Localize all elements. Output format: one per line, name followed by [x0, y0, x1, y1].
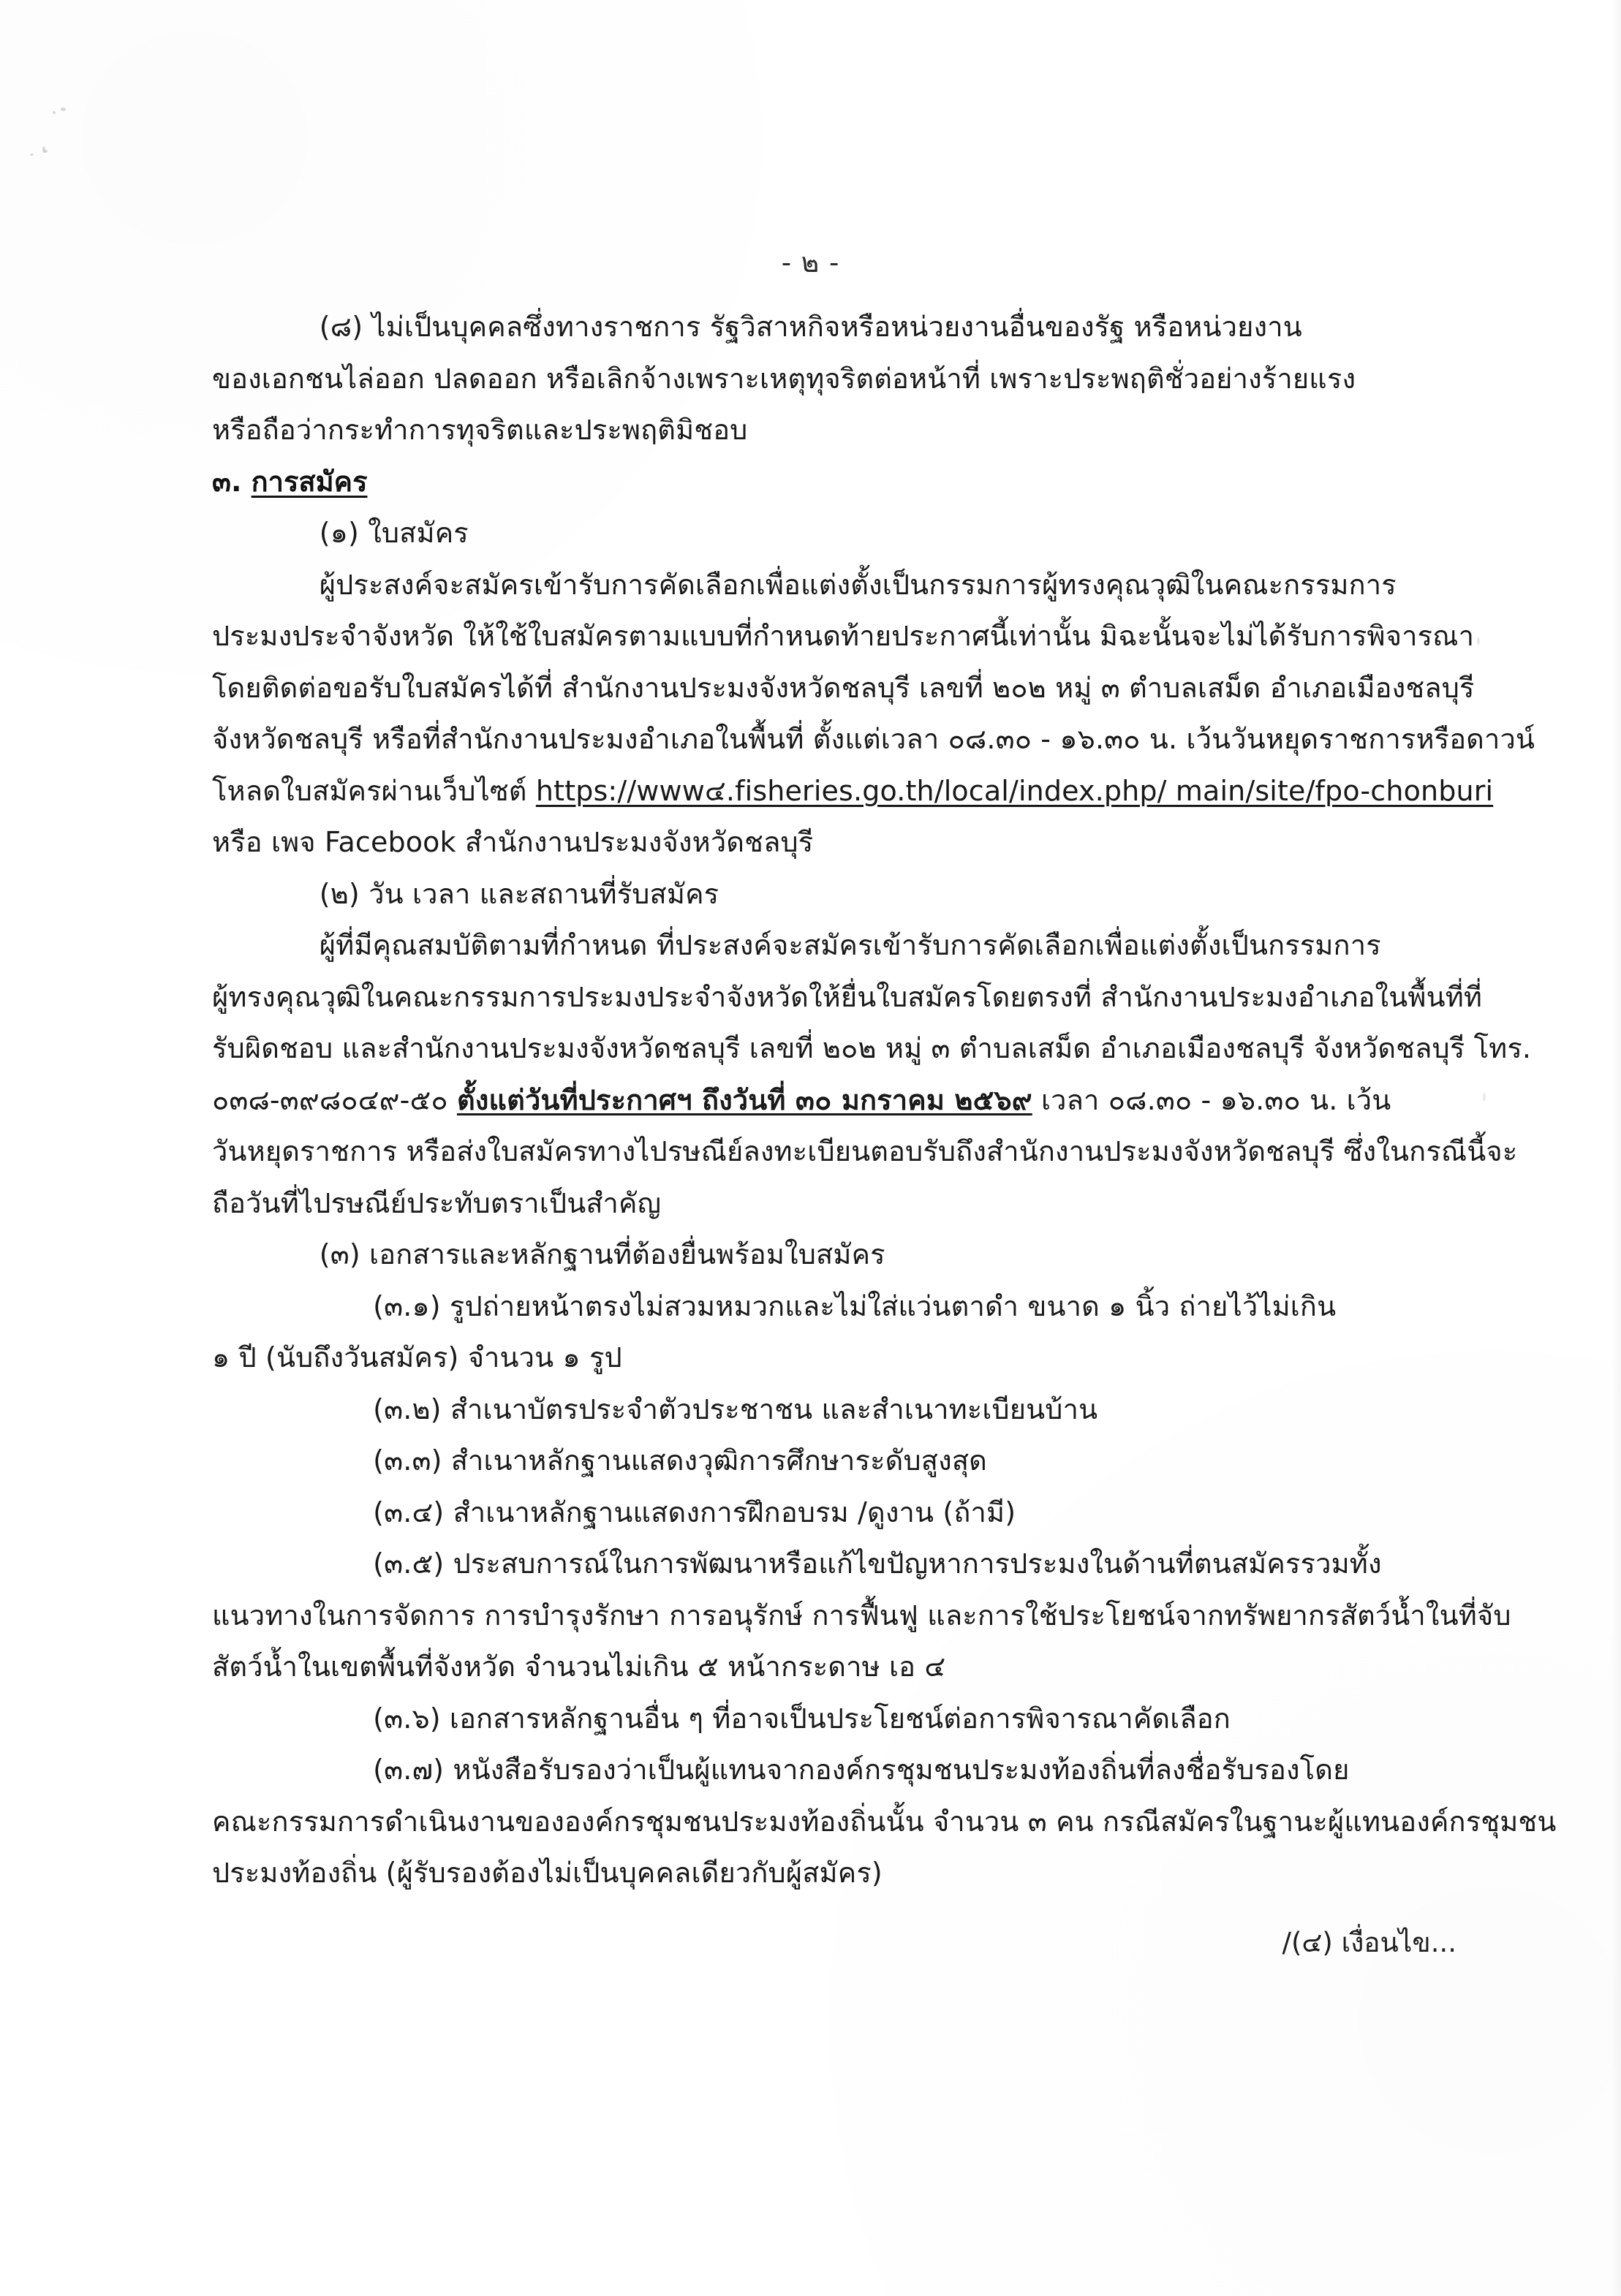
- application-hours: เวลา ๐๘.๓๐ - ๑๖.๓๐ น. เว้น: [1032, 1083, 1391, 1116]
- item-2-heading: (๒) วัน เวลา และสถานที่รับสมัคร: [212, 877, 719, 910]
- item-3-6-line-1: (๓.๖) เอกสารหลักฐานอื่น ๆ ที่อาจเป็นประโยชน์ต่อการพิจารณาคัดเลือก: [212, 1702, 1231, 1735]
- item-3-5-line-3: สัตว์น้ำในเขตพื้นที่จังหวัด จำนวนไม่เกิน ๕ หน้ากระดาษ เอ ๔: [212, 1651, 946, 1683]
- scan-speckle: [30, 154, 34, 156]
- item-1-line-2: ประมงประจำจังหวัด ให้ใช้ใบสมัครตามแบบที่กำหนดท้ายประกาศนี้เท่านั้น มิฉะนั้นจะไม่ได้รับการพิจารณา: [212, 620, 1475, 652]
- item-3-1-line-2: ๑ ปี (นับถึงวันสมัคร) จำนวน ๑ รูป: [212, 1341, 622, 1374]
- item-3-7-line-3: ประมงท้องถิ่น (ผู้รับรองต้องไม่เป็นบุคคลเดียวกับผู้สมัคร): [212, 1857, 883, 1889]
- scan-speckle: [61, 107, 66, 111]
- item-2-line-2: ผู้ทรงคุณวุฒิในคณะกรรมการประมงประจำจังหวัดให้ยื่นใบสมัครโดยตรงที่ สำนักงานประมงอำเภอในพื้นที่ที่: [212, 980, 1483, 1013]
- application-form-url[interactable]: https://www๔.fisheries.go.th/local/index.php/ main/site/fpo-chonburi: [535, 774, 1494, 807]
- scan-speckle: [1477, 637, 1480, 645]
- application-deadline: ตั้งแต่วันที่ประกาศฯ ถึงวันที่ ๓๐ มกราคม ๒๕๖๙: [456, 1083, 1032, 1116]
- item-2-line-5: วันหยุดราชการ หรือส่งใบสมัครทางไปรษณีย์ลงทะเบียนตอบรับถึงสำนักงานประมงจังหวัดชลบุรี ซึ่งในกรณีนี้จะ: [212, 1135, 1518, 1167]
- scan-speckle: [42, 146, 45, 153]
- item-3-5-line-2: แนวทางในการจัดการ การบำรุงรักษา การอนุรักษ์ การฟื้นฟู และการใช้ประโยชน์จากทรัพยากรสัตว์น้ำในที่จับ: [212, 1599, 1511, 1632]
- item-2-line-1: ผู้ที่มีคุณสมบัติตามที่กำหนด ที่ประสงค์จะสมัครเข้ารับการคัดเลือกเพื่อแต่งตั้งเป็นกรรมการ: [212, 929, 1381, 961]
- clause-8-line-2: ของเอกชนไล่ออก ปลดออก หรือเลิกจ้างเพราะเหตุทุจริตต่อหน้าที่ เพราะประพฤติชั่วอย่างร้ายแรง: [212, 362, 1356, 395]
- item-3-heading: (๓) เอกสารและหลักฐานที่ต้องยื่นพร้อมใบสมัคร: [212, 1238, 885, 1270]
- item-2-line-4: [212, 1075, 1455, 1126]
- item-3-7-line-1: (๓.๗) หนังสือรับรองว่าเป็นผู้แทนจากองค์กรชุมชนประมงท้องถิ่นที่ลงชื่อรับรองโดย: [212, 1754, 1350, 1786]
- scan-edge-shadow: [1611, 0, 1621, 2296]
- scan-speckle: [44, 150, 48, 153]
- item-2-line-6: ถือวันที่ไปรษณีย์ประทับตราเป็นสำคัญ: [212, 1186, 662, 1219]
- section-3-number: ๓.: [212, 465, 252, 498]
- scan-speckle: [1483, 1093, 1486, 1102]
- item-2-line-3: รับผิดชอบ และสำนักงานประมงจังหวัดชลบุรี เลขที่ ๒๐๒ หมู่ ๓ ตำบลเสม็ด อำเภอเมืองชลบุรี จังหวัดชลบุรี โทร.: [212, 1032, 1532, 1064]
- website-label: โหลดใบสมัครผ่านเว็บไซต์: [212, 774, 536, 807]
- contact-phone-number: ๐๓๘-๓๙๘๐๔๙-๕๐: [212, 1083, 457, 1116]
- continuation-note: /(๔) เงื่อนไข...: [1282, 1927, 1456, 1958]
- section-3-heading: [212, 456, 1455, 508]
- scan-speckle: [53, 111, 56, 114]
- item-1-line-1: ผู้ประสงค์จะสมัครเข้ารับการคัดเลือกเพื่อแต่งตั้งเป็นกรรมการผู้ทรงคุณวุฒิในคณะกรรมการ: [212, 568, 1397, 601]
- clause-8-line-3: หรือถือว่ากระทำการทุจริตและประพฤติมิชอบ: [212, 414, 748, 446]
- item-3-4-line-1: (๓.๔) สำเนาหลักฐานแสดงการฝึกอบรม /ดูงาน (ถ้ามี): [212, 1496, 1016, 1528]
- item-1-heading: (๑) ใบสมัคร: [212, 517, 469, 549]
- document-body: [212, 301, 1557, 1899]
- item-1-line-4: จังหวัดชลบุรี หรือที่สำนักงานประมงอำเภอในพื้นที่ ตั้งแต่เวลา ๐๘.๓๐ - ๑๖.๓๐ น. เว้นวันหยุดราชการหรือดาวน์: [212, 723, 1535, 755]
- item-3-7-line-2: คณะกรรมการดำเนินงานขององค์กรชุมชนประมงท้องถิ่นนั้น จำนวน ๓ คน กรณีสมัครในฐานะผู้แทนองค์กรชุมชน: [212, 1805, 1557, 1838]
- section-3-title: การสมัคร: [251, 465, 368, 498]
- item-3-1-line-1: (๓.๑) รูปถ่ายหน้าตรงไม่สวมหมวกและไม่ใส่แว่นตาดำ ขนาด ๑ นิ้ว ถ่ายไว้ไม่เกิน: [212, 1289, 1337, 1322]
- item-3-3-line-1: (๓.๓) สำเนาหลักฐานแสดงวุฒิการศึกษาระดับสูงสุด: [212, 1444, 987, 1477]
- item-3-5-line-1: (๓.๕) ประสบการณ์ในการพัฒนาหรือแก้ไขปัญหาการประมงในด้านที่ตนสมัครรวมทั้ง: [212, 1547, 1382, 1580]
- clause-8-line-1: (๘) ไม่เป็นบุคคลซึ่งทางราชการ รัฐวิสาหกิจหรือหน่วยงานอื่นของรัฐ หรือหน่วยงาน: [212, 311, 1302, 343]
- page-number: - ๒ -: [781, 247, 840, 279]
- item-1-line-5: [212, 765, 1494, 817]
- item-3-2-line-1: (๓.๒) สำเนาบัตรประจำตัวประชาชน และสำเนาทะเบียนบ้าน: [212, 1393, 1098, 1425]
- item-1-line-6: หรือ เพจ Facebook สำนักงานประมงจังหวัดชลบุรี: [212, 826, 814, 858]
- item-1-line-3: โดยติดต่อขอรับใบสมัครได้ที่ สำนักงานประมงจังหวัดชลบุรี เลขที่ ๒๐๒ หมู่ ๓ ตำบลเสม็ด อำเภอเมืองชลบุรี: [212, 671, 1475, 704]
